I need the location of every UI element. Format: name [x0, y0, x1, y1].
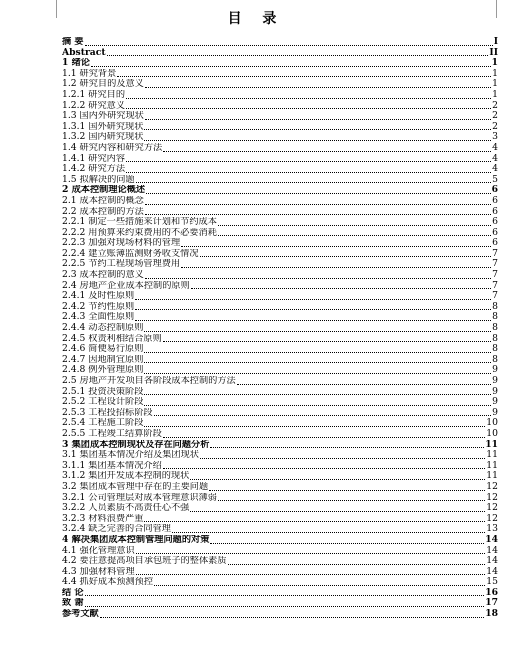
- toc-entry-page: 14: [486, 566, 498, 577]
- toc-entry-page: 14: [486, 545, 498, 556]
- toc-entry[interactable]: [62, 132, 498, 143]
- toc-entry[interactable]: [62, 79, 498, 90]
- toc-entry[interactable]: [62, 217, 498, 228]
- toc-entry-label: 1.4.1 研究内容: [62, 153, 126, 164]
- toc-entry-label: 3.1.2 集团开发成本控制的现状: [62, 471, 190, 482]
- toc-entry[interactable]: [62, 207, 498, 218]
- toc-dot-leader: [126, 108, 491, 109]
- toc-entry-label: 3.2.2 人员素质不高责任心不强: [62, 503, 190, 514]
- toc-dot-leader: [144, 373, 491, 374]
- toc-entry[interactable]: [62, 556, 498, 567]
- toc-entry[interactable]: [62, 185, 498, 196]
- toc-entry[interactable]: [62, 302, 498, 313]
- toc-entry-label: 2.5.3 工程投招标阶段: [62, 407, 153, 418]
- toc-dot-leader: [100, 617, 484, 618]
- toc-entry-label: 2.4.2 节约性原则: [62, 301, 135, 312]
- toc-entry-label: 2.1 成本控制的概念: [62, 195, 144, 206]
- toc-entry-page: 4: [492, 164, 498, 175]
- toc-entry-label: 结 论: [62, 587, 84, 598]
- toc-entry-label: 2.5.4 工程施工阶段: [62, 418, 144, 429]
- toc-entry[interactable]: [62, 408, 498, 419]
- toc-dot-leader: [218, 225, 491, 226]
- toc-entry-label: 2.4.7 因地制宜原则: [62, 354, 144, 365]
- toc-entry-page: 8: [492, 301, 498, 312]
- toc-dot-leader: [145, 119, 491, 120]
- toc-entry-page: 8: [492, 354, 498, 365]
- toc-entry-page: 9: [492, 397, 498, 408]
- toc-entry-label: 3.1.1 集团基本情况介绍: [62, 460, 162, 471]
- toc-dot-leader: [144, 352, 491, 353]
- toc-dot-leader: [200, 458, 485, 459]
- toc-entry-label: 2.4.5 权责利相结合原则: [62, 333, 162, 344]
- toc-entry[interactable]: [62, 535, 498, 546]
- toc-entry[interactable]: [62, 440, 498, 451]
- toc-entry[interactable]: [62, 503, 498, 514]
- toc-entry[interactable]: [62, 493, 498, 504]
- toc-entry-label: 2.4.3 全面性原则: [62, 312, 135, 323]
- toc-entry[interactable]: [62, 598, 498, 609]
- toc-dot-leader: [85, 45, 493, 46]
- toc-dot-leader: [181, 246, 491, 247]
- toc-entry-label: 1.1 研究背景: [62, 68, 117, 79]
- toc-entry-page: 14: [485, 534, 498, 545]
- toc-entry-label: 1.2.1 研究目的: [62, 89, 126, 100]
- toc-dot-leader: [228, 564, 486, 565]
- toc-entry-label: 4.1 强化管理意识: [62, 545, 135, 556]
- toc-dot-leader: [163, 151, 491, 152]
- toc-entry-page: 7: [492, 280, 498, 291]
- toc-title: 目 录: [227, 11, 285, 27]
- toc-entry[interactable]: [62, 387, 498, 398]
- toc-entry-page: II: [489, 47, 498, 58]
- toc-entry[interactable]: [62, 514, 498, 525]
- toc-entry[interactable]: [62, 291, 498, 302]
- toc-entry-page: 11: [486, 450, 498, 461]
- toc-entry[interactable]: [62, 164, 498, 175]
- toc-entry-label: 1.4 研究内容和研究方法: [62, 142, 163, 153]
- toc-dot-leader: [146, 193, 491, 194]
- toc-entry[interactable]: [62, 58, 498, 69]
- toc-entry[interactable]: [62, 238, 498, 249]
- toc-entry-page: 6: [491, 185, 498, 196]
- toc-dot-leader: [181, 267, 491, 268]
- toc-entry[interactable]: [62, 429, 498, 440]
- toc-entry[interactable]: [62, 228, 498, 239]
- toc-entry-label: 2.2.1 制定一些措施来计划和节约成本: [62, 217, 217, 228]
- toc-dot-leader: [144, 394, 491, 395]
- toc-entry-label: 3 集团成本控制现状及存在问题分析: [62, 439, 210, 450]
- toc-entry[interactable]: [62, 154, 498, 165]
- toc-entry-label: 2.4 房地产企业成本控制的原则: [62, 280, 190, 291]
- toc-entry-page: 15: [486, 577, 498, 588]
- toc-entry-page: 7: [492, 270, 498, 281]
- toc-entry[interactable]: [62, 355, 498, 366]
- toc-entry[interactable]: [62, 101, 498, 112]
- toc-entry-label: 摘 要: [62, 37, 84, 47]
- toc-entry-page: 12: [486, 492, 498, 503]
- toc-entry-page: 4: [492, 153, 498, 164]
- toc-dot-leader: [172, 532, 485, 533]
- toc-dot-leader: [126, 172, 491, 173]
- toc-entry-page: 16: [485, 587, 498, 598]
- toc-entry[interactable]: [62, 111, 498, 122]
- toc-entry-page: 3: [492, 132, 498, 143]
- toc-entry[interactable]: [62, 588, 498, 599]
- toc-entry-label: 2.2.2 用预算来约束费用的不必要消耗: [62, 227, 217, 238]
- toc-entry-label: 1 绪论: [62, 58, 90, 69]
- toc-dot-leader: [200, 256, 492, 257]
- toc-entry[interactable]: [62, 270, 498, 281]
- toc-entry-page: 11: [486, 460, 498, 471]
- toc-entry-page: 1: [492, 79, 498, 90]
- toc-entry[interactable]: [62, 196, 498, 207]
- toc-entry[interactable]: [62, 37, 498, 48]
- toc-entry-label: 1.5 拟解决的问题: [62, 174, 135, 185]
- toc-dot-leader: [190, 511, 485, 512]
- toc-entry[interactable]: [62, 323, 498, 334]
- toc-entry-page: 8: [492, 312, 498, 323]
- toc-entry-page: 8: [492, 344, 498, 355]
- toc-dot-leader: [135, 299, 491, 300]
- toc-entry-page: 8: [492, 323, 498, 334]
- toc-entry[interactable]: [62, 143, 498, 154]
- toc-dot-leader: [136, 182, 491, 183]
- toc-entry-label: 2.4.1 及时性原则: [62, 291, 135, 302]
- toc-dot-leader: [154, 415, 492, 416]
- toc-entry-page: 7: [492, 248, 498, 259]
- toc-dot-leader: [144, 521, 485, 522]
- toc-entry-page: 1: [492, 68, 498, 79]
- toc-entry-label: 4.2 要注意提高项目承包班子的整体素质: [62, 556, 227, 567]
- toc-entry-page: 1: [492, 89, 498, 100]
- toc-entry-page: 2: [492, 121, 498, 132]
- toc-dot-leader: [126, 98, 491, 99]
- toc-entry[interactable]: [62, 461, 498, 472]
- toc-entry-label: 致 谢: [62, 598, 84, 609]
- toc-entry-page: I: [493, 37, 498, 47]
- toc-entry-label: 3.2.3 材料浪费严重: [62, 513, 144, 524]
- toc-entry-page: 10: [486, 418, 498, 429]
- toc-entry[interactable]: [62, 259, 498, 270]
- toc-dot-leader: [145, 204, 491, 205]
- toc-entry[interactable]: [62, 365, 498, 376]
- toc-entry-page: 12: [486, 481, 498, 492]
- toc-entry-page: 18: [485, 609, 498, 620]
- toc-entry-page: 6: [492, 227, 498, 238]
- toc-entry-page: 6: [492, 195, 498, 206]
- toc-entry[interactable]: [62, 450, 498, 461]
- toc-entry-page: 9: [492, 407, 498, 418]
- toc-dot-leader: [144, 362, 491, 363]
- toc-entry-page: 6: [492, 238, 498, 249]
- toc-dot-leader: [191, 288, 491, 289]
- toc-entry-label: 4.4 抓好成本预测预控: [62, 577, 154, 588]
- toc-dot-leader: [163, 468, 485, 469]
- toc-dot-leader: [237, 384, 491, 385]
- toc-entry[interactable]: [62, 482, 498, 493]
- toc-entry[interactable]: [62, 418, 498, 429]
- toc-dot-leader: [135, 309, 491, 310]
- table-of-contents: [62, 37, 498, 620]
- toc-entry-label: 1.3 国内外研究现状: [62, 111, 144, 122]
- toc-entry-page: 11: [486, 471, 498, 482]
- toc-dot-leader: [144, 331, 491, 332]
- toc-entry[interactable]: [62, 249, 498, 260]
- toc-dot-leader: [144, 129, 491, 130]
- toc-dot-leader: [154, 585, 485, 586]
- toc-entry[interactable]: [62, 90, 498, 101]
- toc-entry[interactable]: [62, 48, 498, 59]
- toc-dot-leader: [145, 278, 491, 279]
- toc-entry[interactable]: [62, 281, 498, 292]
- toc-entry-label: 4.3 加强材料管理: [62, 566, 135, 577]
- toc-dot-leader: [209, 490, 485, 491]
- toc-dot-leader: [135, 320, 491, 321]
- toc-dot-leader: [136, 574, 486, 575]
- toc-entry-page: 4: [492, 142, 498, 153]
- toc-entry-page: 9: [492, 386, 498, 397]
- toc-entry-page: 9: [492, 365, 498, 376]
- toc-entry-label: 3.2.1 公司管理层对成本管理意识薄弱: [62, 492, 217, 503]
- toc-entry-page: 6: [492, 206, 498, 217]
- toc-entry[interactable]: [62, 312, 498, 323]
- toc-entry-page: 10: [486, 428, 498, 439]
- toc-entry-label: 2.4.8 例外管理原则: [62, 365, 144, 376]
- toc-entry-label: 2.5 房地产开发项目各阶段成本控制的方法: [62, 376, 236, 386]
- toc-dot-leader: [107, 55, 489, 56]
- toc-entry[interactable]: [62, 344, 498, 355]
- toc-entry[interactable]: [62, 69, 498, 80]
- toc-entry-label: 参考文献: [62, 609, 99, 620]
- toc-dot-leader: [85, 595, 485, 596]
- toc-entry[interactable]: [62, 334, 498, 345]
- toc-entry-page: 13: [486, 524, 498, 535]
- toc-entry-label: 2.4.6 简便易行原则: [62, 344, 144, 355]
- toc-entry-label: 2.2.4 建立账簿监测财务收支情况: [62, 248, 199, 259]
- toc-entry-label: 2.2.3 加强对现场材料的管理: [62, 238, 181, 249]
- toc-entry-page: 2: [492, 100, 498, 111]
- toc-entry-label: 2.3 成本控制的意义: [62, 270, 144, 281]
- toc-entry[interactable]: [62, 609, 498, 620]
- toc-dot-leader: [163, 341, 491, 342]
- toc-dot-leader: [210, 543, 484, 544]
- toc-entry-page: 9: [492, 376, 498, 386]
- toc-entry-page: 8: [492, 333, 498, 344]
- toc-entry-label: 3.1 集团基本情况介绍及集团现状: [62, 450, 199, 461]
- toc-entry-page: 12: [486, 503, 498, 514]
- toc-entry-label: 2.4.4 动态控制原则: [62, 323, 144, 334]
- toc-entry-label: 1.2 研究目的及意义: [62, 79, 144, 90]
- toc-dot-leader: [218, 500, 485, 501]
- toc-entry[interactable]: [62, 471, 498, 482]
- toc-dot-leader: [85, 606, 485, 607]
- toc-dot-leader: [126, 161, 491, 162]
- toc-entry[interactable]: [62, 567, 498, 578]
- toc-entry-page: 2: [492, 111, 498, 122]
- toc-dot-leader: [145, 214, 491, 215]
- toc-entry-label: 2.2 成本控制的方法: [62, 206, 144, 217]
- toc-entry[interactable]: [62, 546, 498, 557]
- toc-entry-page: 17: [485, 598, 498, 609]
- toc-dot-leader: [91, 66, 491, 67]
- toc-entry-label: 3.2.4 缺乏完善的合同管理: [62, 524, 171, 535]
- toc-entry-label: 1.3.1 国外研究现状: [62, 121, 144, 132]
- toc-dot-leader: [210, 447, 484, 448]
- toc-entry-page: 11: [485, 439, 498, 450]
- toc-dot-leader: [145, 87, 491, 88]
- toc-entry-label: 1.2.2 研究意义: [62, 100, 126, 111]
- toc-dot-leader: [218, 235, 491, 236]
- toc-dot-leader: [144, 405, 491, 406]
- toc-dot-leader: [144, 426, 485, 427]
- toc-entry-label: Abstract: [62, 47, 106, 58]
- toc-entry[interactable]: [62, 376, 498, 387]
- toc-entry-label: 2.5.1 投资决策阶段: [62, 386, 144, 397]
- toc-entry[interactable]: [62, 577, 498, 588]
- toc-entry-page: 1: [491, 58, 498, 69]
- toc-entry-label: 1.4.2 研究方法: [62, 164, 126, 175]
- toc-entry[interactable]: [62, 524, 498, 535]
- toc-entry-label: 1.3.2 国内研究现状: [62, 132, 144, 143]
- toc-entry-page: 14: [486, 556, 498, 567]
- toc-entry-page: 7: [492, 291, 498, 302]
- toc-dot-leader: [163, 437, 485, 438]
- toc-entry-page: 5: [492, 174, 498, 185]
- toc-dot-leader: [136, 553, 486, 554]
- toc-dot-leader: [117, 76, 491, 77]
- toc-entry-label: 3.2 集团成本管理中存在的主要问题: [62, 481, 209, 492]
- toc-entry-label: 2.5.2 工程设计阶段: [62, 397, 144, 408]
- toc-dot-leader: [190, 479, 485, 480]
- toc-entry-label: 2 成本控制理论概述: [62, 185, 146, 196]
- toc-entry[interactable]: [62, 397, 498, 408]
- toc-entry-page: 7: [492, 259, 498, 270]
- toc-entry-label: 2.5.5 工程竣工结算阶段: [62, 428, 162, 439]
- toc-entry[interactable]: [62, 175, 498, 186]
- toc-entry-label: 2.2.5 节约工程现场管理费用: [62, 259, 181, 270]
- toc-entry-label: 4 解决集团成本控制管理问题的对策: [62, 534, 210, 545]
- toc-dot-leader: [144, 140, 491, 141]
- toc-entry-page: 6: [492, 217, 498, 228]
- toc-entry[interactable]: [62, 122, 498, 133]
- toc-entry-page: 12: [486, 513, 498, 524]
